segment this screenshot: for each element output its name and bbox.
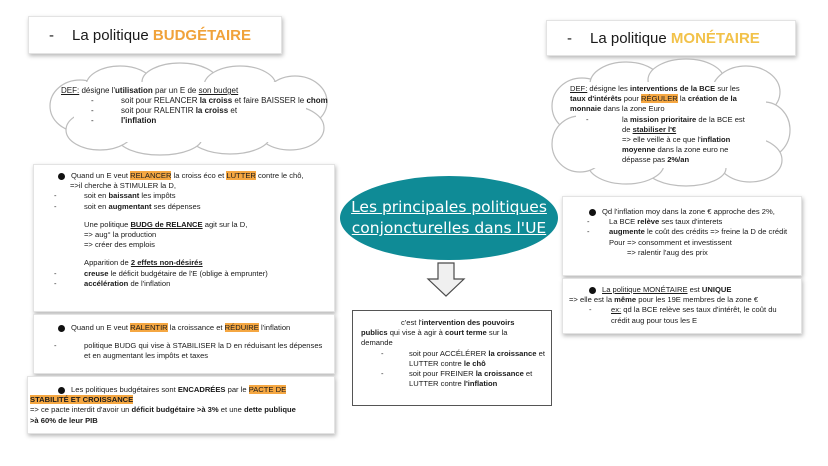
b1-acceleration: accélération <box>84 278 129 288</box>
dash: - <box>589 305 592 315</box>
dash: - <box>91 116 94 125</box>
dash: - <box>54 201 57 211</box>
cb-cho: le chô <box>463 358 486 368</box>
center-line-2 <box>361 328 551 338</box>
center-title <box>351 197 547 239</box>
mb2-elle: => elle est la <box>569 295 615 305</box>
mb1-augmente: augmente <box>609 227 645 237</box>
mon-def-veille: => elle veille à ce que l' <box>622 135 701 145</box>
b1-agit: agit sur la D, <box>202 219 248 229</box>
b3-pacte: PACTE DE <box>248 385 287 394</box>
center-line-6 <box>361 369 551 379</box>
b1-baissant: baissant <box>108 191 140 201</box>
mon-def-label: DEF: <box>570 84 588 93</box>
budget-def-line-4 <box>61 116 341 126</box>
b1-deficit: le déficit budgétaire de l'E (oblige à emprunter) <box>108 268 268 278</box>
mon-def-la: la <box>677 94 688 104</box>
bullet-icon <box>58 325 65 332</box>
mb1-cout: le coût des crédits => freine la D de crédit <box>644 227 788 237</box>
budget-title <box>28 16 282 54</box>
center-title-line-1: Les principales politiques <box>351 198 547 216</box>
mon-def-taux: taux d'intérêts <box>570 94 622 104</box>
budget-def-inflation: l'inflation <box>121 116 157 125</box>
mb2-qd: qd la BCE relève ses taux d'intérêt, le coût du <box>621 305 777 315</box>
budget-box-ralentir <box>33 314 335 374</box>
cb-accelerer: soit pour ACCÉLÉRER <box>409 348 489 358</box>
mon-def-zoneeuro: dans la zone euro ne <box>655 145 729 155</box>
mon-def-de: de <box>622 124 633 134</box>
b1-lutter: LUTTER <box>226 171 256 180</box>
mon-b1-line-4: Pour => consomment et investissent <box>609 237 732 247</box>
budget-b1-line-6: => aug° la production <box>84 230 157 240</box>
cb-freiner: soit pour FREINER <box>409 369 476 379</box>
mb1-releve: relève <box>637 217 660 227</box>
dash: - <box>587 217 590 227</box>
mon-def-line-7 <box>570 145 780 155</box>
budget-def-text-b: utilisation <box>115 86 153 95</box>
budget-b3-line-2 <box>30 395 334 405</box>
b3-stabilite: STABILITÉ ET CROISSANCE <box>30 395 134 405</box>
mon-b2-line-2 <box>569 295 801 305</box>
dash: - <box>381 348 384 358</box>
budget-def-line-1 <box>61 86 341 96</box>
mon-def-b: interventions de la BCE <box>629 84 716 93</box>
monetary-title-dash: - <box>567 29 572 47</box>
b1-soit2: soit en <box>84 201 109 211</box>
budget-def-et: et <box>228 106 238 115</box>
budget-b1-line-9 <box>44 269 334 279</box>
mon-def-c: sur les <box>715 84 740 93</box>
dash: - <box>54 341 57 351</box>
cb-et: et <box>536 348 545 358</box>
budget-b3-line-4: >à 60% de leur PIB <box>30 415 98 425</box>
cb-court: court terme <box>445 328 487 338</box>
center-line-5 <box>361 359 551 369</box>
mon-def-inflation: inflation <box>700 135 731 145</box>
mon-def-creation: création de la <box>687 94 737 104</box>
budget-b2-line-3: et en augmentant les impôts et taxes <box>84 351 209 361</box>
cb-croissance2: la croissance <box>475 369 524 379</box>
bullet-icon <box>58 387 65 394</box>
dash: - <box>91 106 94 115</box>
mb1-taux: ses taux d'interets <box>659 217 723 227</box>
b1-depenses: ses dépenses <box>151 201 201 211</box>
center-line-7 <box>361 379 551 389</box>
b3-encadrees: ENCADRÉES <box>177 385 226 394</box>
monetary-title <box>546 20 796 56</box>
budget-b1-line-5 <box>44 220 334 230</box>
mon-def-zone: dans la zone Euro <box>601 104 665 114</box>
mon-def-stabiliser: stabiliser l'€ <box>632 124 677 134</box>
b1-quand: Quand un E veut <box>71 171 131 180</box>
b2-quand: Quand un E veut <box>71 323 131 332</box>
budget-b1-line-1 <box>44 171 334 181</box>
budget-b1-line-4 <box>44 202 334 212</box>
mon-def-line-4 <box>570 115 780 125</box>
monetary-box-inflation <box>562 196 802 276</box>
dash: - <box>381 369 384 379</box>
mb2-meme: même <box>614 295 637 305</box>
cb-croissance: la croissance <box>488 348 537 358</box>
dash: - <box>54 191 57 201</box>
monetary-title-highlight: MONÉTAIRE <box>670 29 760 47</box>
mb2-ex: ex: <box>611 305 622 315</box>
mon-b1-line-5: => ralentir l'aug des prix <box>627 247 708 257</box>
b1-cho: contre le chô, <box>255 171 304 180</box>
monetary-def-text <box>570 84 780 166</box>
bullet-icon <box>58 173 65 180</box>
budget-def-text <box>61 86 341 126</box>
b1-budg-relance: BUDG de RELANCE <box>130 219 203 229</box>
center-definition-box <box>352 310 552 406</box>
b3-et: et une <box>218 405 244 415</box>
b3-politiques: Les politiques budgétaires sont <box>71 385 178 394</box>
mon-b2-line-3 <box>569 305 801 315</box>
mon-def-reguler: RÉGULER <box>641 94 678 104</box>
b2-inflation: l'inflation <box>258 323 291 332</box>
cb-cest: c'est l' <box>401 318 422 327</box>
mon-def-monnaie: monnaie <box>570 104 602 114</box>
monetary-title-prefix: La politique <box>590 29 671 47</box>
mon-def-depasse: dépasse pas <box>622 155 668 165</box>
mon-b2-line-4: crédit aug pour tous les E <box>611 315 698 325</box>
cb-intervention: intervention des pouvoirs <box>421 318 515 327</box>
dash: - <box>54 268 57 278</box>
budget-def-chom: chom <box>306 96 328 105</box>
mb1-qd: Qd l'inflation moy dans la zone € approche des 2%, <box>602 207 775 216</box>
b1-creuse: creuse <box>84 268 109 278</box>
mon-b1-line-3 <box>569 227 801 237</box>
b1-relancer: RELANCER <box>130 171 172 180</box>
bullet-icon <box>589 287 596 294</box>
center-line-3: demande <box>361 338 393 348</box>
budget-b3-line-3 <box>30 405 334 415</box>
cb-lutter: LUTTER contre <box>409 358 464 368</box>
b1-augmentant: augmentant <box>108 201 152 211</box>
mon-def-line-3 <box>570 104 780 114</box>
center-title-line-2: conjoncturelles dans l'UE <box>351 219 547 237</box>
budget-title-prefix: La politique <box>72 26 153 44</box>
dash: - <box>586 114 589 124</box>
b1-effets: 2 effets non-désirés <box>130 258 203 268</box>
b2-reduire: RÉDUIRE <box>224 323 259 332</box>
mb2-membres: pour les 19E membres de la zone € <box>636 295 759 305</box>
budget-def-croiss-2: la croiss <box>195 106 229 115</box>
center-line-4 <box>361 349 551 359</box>
budget-b1-line-3 <box>44 191 334 201</box>
mb2-est: est <box>687 285 702 294</box>
budget-def-label: DEF: <box>61 86 80 95</box>
mon-def-mission: mission prioritaire <box>630 114 697 124</box>
mon-def-pour: pour <box>621 94 642 104</box>
mon-def-bce: de la BCE est <box>696 114 745 124</box>
center-ellipse <box>340 176 558 260</box>
mb2-unique: UNIQUE <box>701 285 732 294</box>
b2-politique: politique BUDG qui vise à STABILISER la D en réduisant les dépenses <box>84 341 323 351</box>
b2-croissance: la croissance et <box>167 323 225 332</box>
b1-croiss: la croiss éco et <box>171 171 227 180</box>
b1-une: Une politique <box>84 219 131 229</box>
mon-def-la2: la <box>622 114 631 124</box>
budget-b1-line-7: => créer des emplois <box>84 240 155 250</box>
budget-title-highlight: BUDGÉTAIRE <box>152 26 251 44</box>
budget-def-ralentir: soit pour RALENTIR <box>121 106 196 115</box>
budget-def-baisser: et faire BAISSER le <box>232 96 307 105</box>
budget-b1-line-10 <box>44 279 334 289</box>
budget-b1-line-8 <box>44 258 334 268</box>
b3-dette: dette publique <box>244 405 296 415</box>
mon-def-line-6 <box>570 135 780 145</box>
down-arrow-icon <box>426 262 466 298</box>
cb-sur: sur la <box>486 328 508 338</box>
budget-def-relancer: soit pour RELANCER <box>121 96 200 105</box>
bullet-icon <box>589 209 596 216</box>
cb-vise: qui vise à agir à <box>387 328 445 338</box>
budget-def-croiss: la croiss <box>199 96 233 105</box>
mon-b2-line-1 <box>569 285 801 295</box>
mon-def-moyenne: moyenne <box>622 145 656 155</box>
mon-b1-line-1 <box>569 207 801 217</box>
budget-def-line-2 <box>61 96 341 106</box>
mb2-politique: La politique MONÉTAIRE <box>602 285 688 294</box>
cb-et2: et <box>523 369 533 379</box>
b1-soit: soit en <box>84 191 109 201</box>
cb-inflation: l'inflation <box>463 379 498 389</box>
mon-def-line-1 <box>570 84 780 94</box>
cb-lutter2: LUTTER contre <box>409 379 464 389</box>
monetary-box-unique <box>562 278 802 334</box>
dash: - <box>91 96 94 105</box>
mon-def-line-5 <box>570 125 780 135</box>
budget-def-text-a: désigne l' <box>79 86 116 95</box>
budget-b2-line-1 <box>44 323 334 333</box>
b3-interdit: => ce pacte interdit d'avoir un <box>30 405 132 415</box>
mon-def-line-8 <box>570 155 780 165</box>
mon-def-a: désigne les <box>587 84 630 93</box>
mb1-bce: La BCE <box>609 217 638 227</box>
cb-publics: publics <box>361 328 388 338</box>
budget-title-dash: - <box>49 26 54 44</box>
mon-b1-line-2 <box>569 217 801 227</box>
budget-def-line-3 <box>61 106 341 116</box>
mon-def-line-2 <box>570 94 780 104</box>
budget-b1-line-2: =>il cherche à STIMULER la D, <box>70 181 176 191</box>
budget-box-relance <box>33 164 335 312</box>
dash: - <box>54 278 57 288</box>
budget-b2-line-2 <box>44 341 334 351</box>
b1-inflation: de l'inflation <box>128 278 171 288</box>
budget-box-pacte <box>27 376 335 434</box>
b1-impots: les impôts <box>139 191 176 201</box>
budget-b3-line-1 <box>30 385 334 395</box>
b3-par: par le <box>225 385 249 394</box>
b2-ralentir: RALENTIR <box>130 323 168 332</box>
center-line-1 <box>361 318 551 328</box>
mon-def-2pct: 2%/an <box>667 155 690 165</box>
budget-def-text-c: par un E de <box>152 86 199 95</box>
budget-def-text-d: son budget <box>198 86 239 95</box>
dash: - <box>587 227 590 237</box>
b3-deficit: déficit budgétaire >à 3% <box>131 405 219 415</box>
b1-apparition: Apparition de <box>84 258 131 268</box>
